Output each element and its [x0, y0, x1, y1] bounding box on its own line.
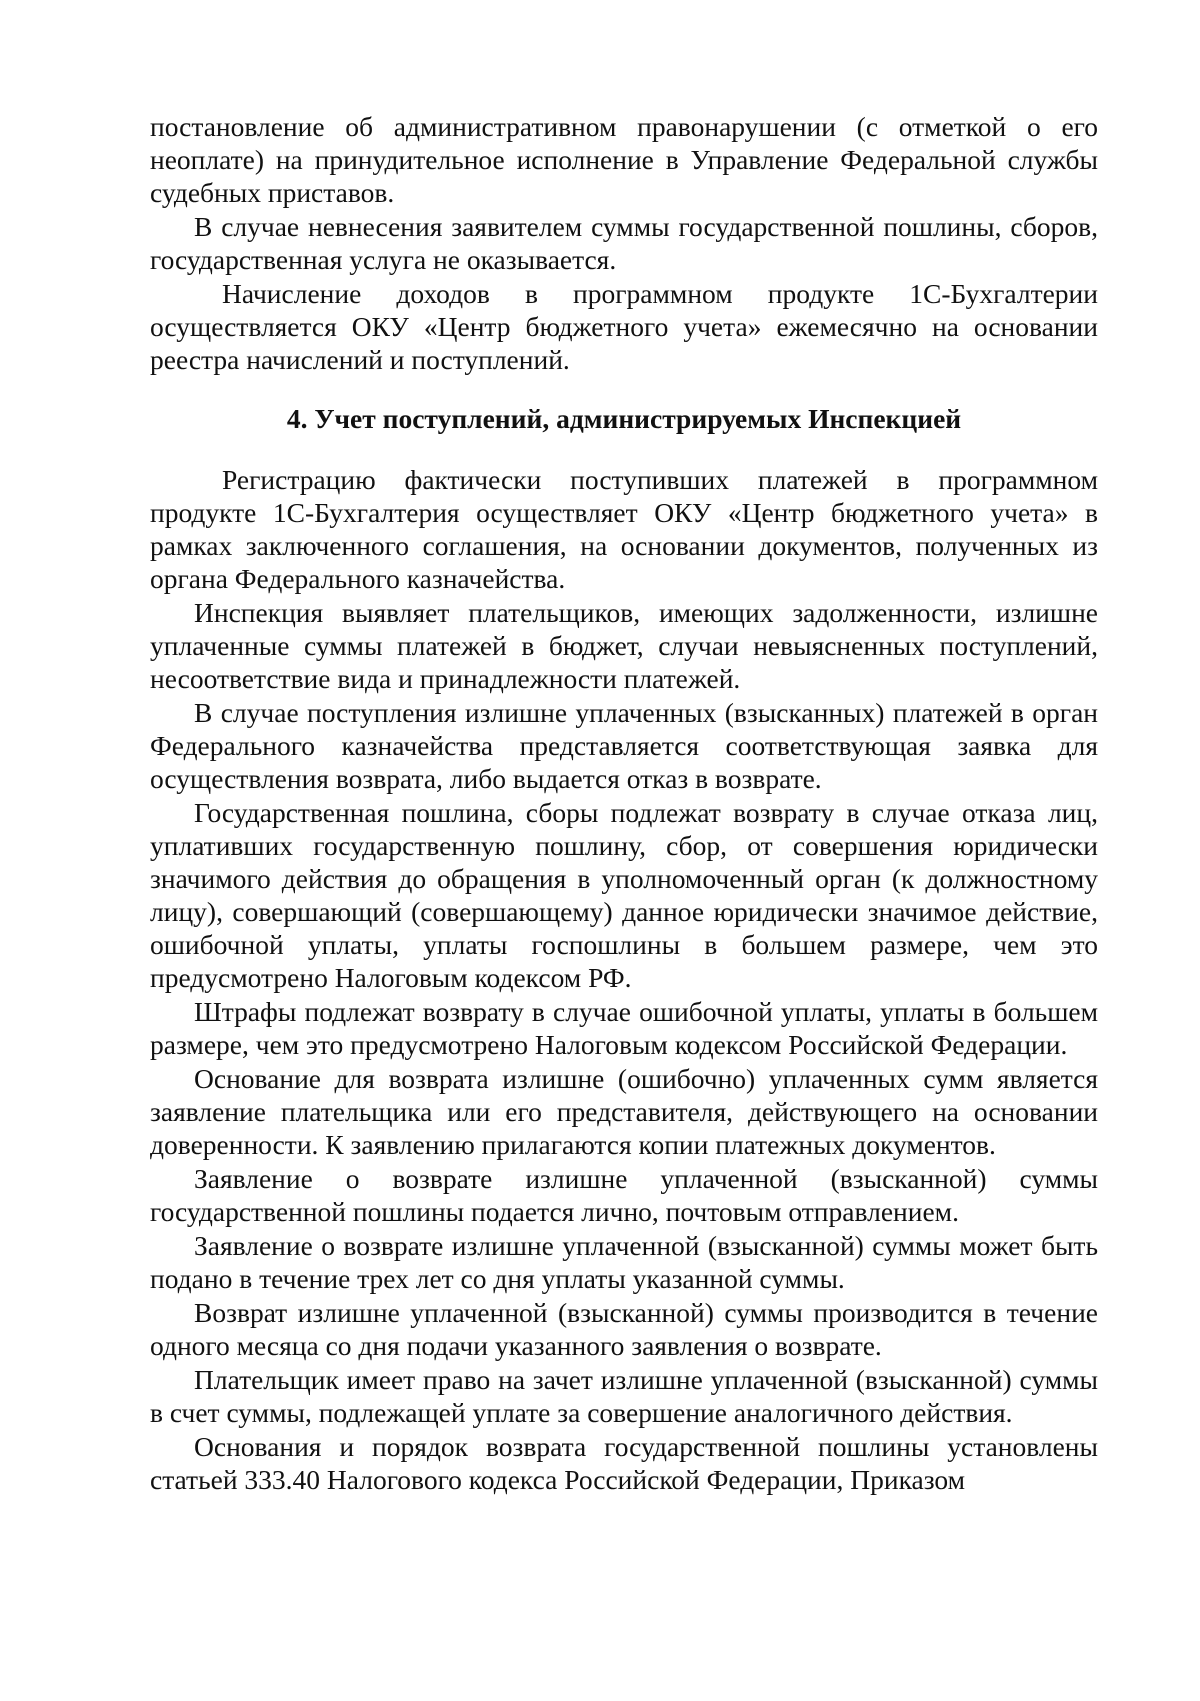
paragraph-continuation: постановление об административном правонарушении (с отметкой о его неоплате) на принудительное исполнение в Управление Федеральной службы судебных приставов.: [150, 111, 1098, 208]
paragraph-state-duty-refund: Государственная пошлина, сборы подлежат возврату в случае отказа лиц, уплативших государственную пошлину, сбор, от совершения юридически значимого действия до обращения в уполномоченный орган (к должностному лицу), совершающий (совершающему) данное юридически значимое действие, ошибочной уплаты, уплаты госпошлины в большем размере, чем это предусмотрено Налоговым кодексом РФ.: [150, 797, 1098, 993]
paragraph-duty-not-paid: В случае невнесения заявителем суммы государственной пошлины, сборов, государственная услуга не оказывается.: [150, 211, 1098, 275]
document-body: [150, 110, 1098, 1497]
paragraph-refund-grounds: Основания и порядок возврата государственной пошлины установлены статьей 333.40 Налогового кодекса Российской Федерации, Приказом: [150, 1431, 1098, 1495]
paragraph-overpaid-receipts: В случае поступления излишне уплаченных (взысканных) платежей в орган Федерального казначейства представляется соответствующая заявка для осуществления возврата, либо выдается отказ в возврате.: [150, 697, 1098, 794]
paragraph-inspection: Инспекция выявляет плательщиков, имеющих задолженности, излишне уплаченные суммы платежей в бюджет, случаи невыясненных поступлений, несоответствие вида и принадлежности платежей.: [150, 597, 1098, 694]
paragraph-application-term: Заявление о возврате излишне уплаченной (взысканной) суммы может быть подано в течение трех лет со дня уплаты указанной суммы.: [150, 1230, 1098, 1294]
paragraph-offset-right: Плательщик имеет право на зачет излишне уплаченной (взысканной) суммы в счет суммы, подлежащей уплате за совершение аналогичного действия.: [150, 1364, 1098, 1428]
paragraph-application-submission: Заявление о возврате излишне уплаченной (взысканной) суммы государственной пошлины подается лично, почтовым отправлением.: [150, 1163, 1098, 1227]
section-heading: 4. Учет поступлений, администрируемых Инспекцией: [286, 403, 962, 434]
paragraph-refund-basis: Основание для возврата излишне (ошибочно) уплаченных сумм является заявление плательщика или его представителя, действующего на основании доверенности. К заявлению прилагаются копии платежных документов.: [150, 1063, 1098, 1160]
paragraph-fines-refund: Штрафы подлежат возврату в случае ошибочной уплаты, уплаты в большем размере, чем это предусмотрено Налоговым кодексом Российской Федерации.: [150, 996, 1098, 1060]
paragraph-income-accrual: Начисление доходов в программном продукте 1С-Бухгалтерии осуществляется ОКУ «Центр бюджетного учета» ежемесячно на основании реестра начислений и поступлений.: [150, 278, 1098, 375]
paragraph-refund-period: Возврат излишне уплаченной (взысканной) суммы производится в течение одного месяца со дня подачи указанного заявления о возврате.: [150, 1297, 1098, 1361]
paragraph-registration: Регистрацию фактически поступивших платежей в программном продукте 1С-Бухгалтерия осуществляет ОКУ «Центр бюджетного учета» в рамках заключенного соглашения, на основании документов, полученных из органа Федерального казначейства.: [150, 464, 1098, 594]
